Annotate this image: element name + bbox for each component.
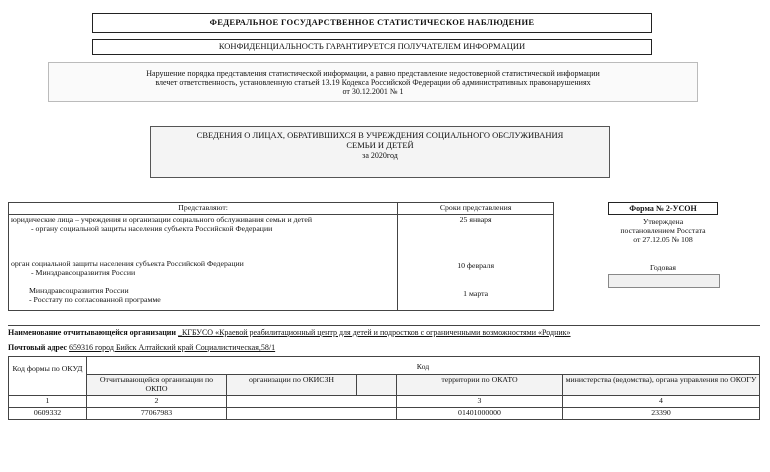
form-number-box [608,202,718,215]
org-name-label: Наименование отчитывающейся организации [8,328,177,337]
approval-line-2: постановлением Росстата [620,225,706,235]
okato-value: 01401000000 [397,407,563,419]
report-year: за 2020год [362,150,398,160]
form-title-text: ФЕДЕРАЛЬНОЕ ГОСУДАРСТВЕННОЕ СТАТИСТИЧЕСКОЕ НАБЛЮДЕНИЕ [209,17,535,28]
okogu-value: 23390 [563,407,760,419]
approval-line-3: от 27.12.05 № 108 [633,234,693,244]
okpo-value: 77067983 [87,407,227,419]
form-number: Форма № 2-УСОН [629,203,697,213]
warning-line-3: от 30.12.2001 № 1 [342,87,404,97]
num-cell: 1 [9,395,87,407]
report-title-line-2: СЕМЬИ И ДЕТЕЙ [346,139,414,150]
okud-header: Код формы по ОКУД [9,357,87,396]
form-title [92,13,652,33]
code-col-okpo: Отчитывающейся организации по ОКПО [87,375,227,396]
deadline-text: 10 февраля [398,256,554,286]
recipient-text: - органу социальной защиты населения субъекта Российской Федерации [31,223,273,233]
form-approval [588,218,738,245]
address-line [8,343,760,352]
recipient-text: - Минздравсоцразвития России [31,268,136,278]
warning-line-1: Нарушение порядка представления статистической информации, а равно представление недостоверной статистической информации [146,69,600,78]
submitter-text: юридические лица – учреждения и организации социального обслуживания семьи и детей [11,214,313,224]
submitter-text: орган социальной защиты населения субъекта Российской Федерации [11,259,244,269]
confidential-text: КОНФИДЕНЦИАЛЬНОСТЬ ГАРАНТИРУЕТСЯ ПОЛУЧАТЕЛЕМ ИНФОРМАЦИИ [218,41,526,52]
warning-line-2: влечет ответственность, установленную статьей 13.19 Кодекса Российской Федерации об административных правонарушениях [155,78,591,88]
confidential-notice [92,39,652,55]
code-col-empty [357,375,397,396]
report-title-box [150,126,610,178]
warning-box [48,62,698,102]
approval-line-1: Утверждена [642,217,684,226]
address-label: Почтовый адрес [8,343,68,352]
num-cell: 3 [397,395,563,407]
submission-table [8,202,554,311]
organization-name-line [8,325,760,341]
code-col-okato: территории по ОКАТО [397,375,563,396]
table-row [9,395,760,407]
code-col-okogu: министерства (ведомства), органа управления по ОКОГУ [563,375,760,396]
codes-table [8,356,760,420]
code-header: Код [87,357,760,375]
table-row [9,407,760,419]
table-row [9,214,554,256]
col-when: Сроки представления [398,203,554,215]
table-row [9,256,554,286]
submitter-text: Минздравсоцразвития России [29,286,129,296]
table-row [9,286,554,310]
num-cell [227,395,397,407]
code-col-okiszn: организации по ОКИСЗН [227,375,357,396]
num-cell: 2 [87,395,227,407]
okud-value: 0609332 [9,407,87,419]
org-name-value: _КГБУСО «Краевой реабилитационный центр для детей и подростков с ограниченными возможностями «Родник» [178,328,571,337]
okiszn-value [227,407,397,419]
address-value: 659316 город Бийск Алтайский край Социалистическая,58/1 [69,343,276,352]
report-title-line-1: СВЕДЕНИЯ О ЛИЦАХ, ОБРАТИВШИХСЯ В УЧРЕЖДЕНИЯ СОЦИАЛЬНОГО ОБСЛУЖИВАНИЯ [196,130,564,140]
period-label: Годовая [650,263,676,272]
period-box [608,274,720,288]
num-cell: 4 [563,395,760,407]
deadline-text: 1 марта [398,286,554,310]
recipient-text: - Росстату по согласованной программе [29,295,161,305]
col-who: Представляют: [9,203,398,215]
deadline-text: 25 января [398,214,554,256]
